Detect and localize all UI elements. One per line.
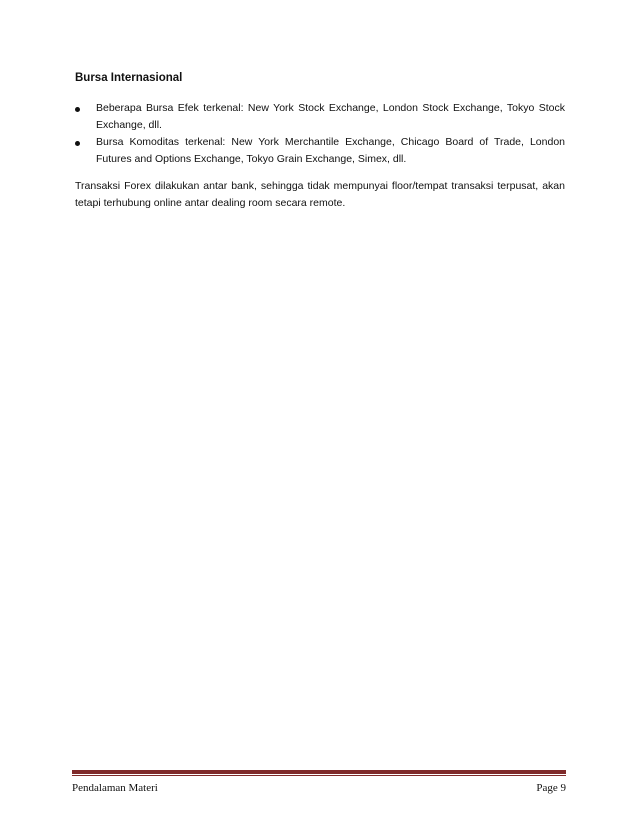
footer-divider-thin xyxy=(72,775,566,776)
section-heading: Bursa Internasional xyxy=(75,72,183,84)
page-number: Page 9 xyxy=(536,782,566,794)
bullet-list xyxy=(75,100,565,168)
footer-title: Pendalaman Materi xyxy=(72,782,158,794)
page-content xyxy=(75,70,565,212)
footer-divider xyxy=(72,770,566,774)
bullet-icon xyxy=(75,141,80,146)
list-item-text: Beberapa Bursa Efek terkenal: New York Stock Exchange, London Stock Exchange, Tokyo Stock Exchange, dll. xyxy=(96,102,565,131)
body-paragraph: Transaksi Forex dilakukan antar bank, sehingga tidak mempunyai floor/tempat transaksi terpusat, akan tetapi terhubung online antar dealing room secara remote. xyxy=(75,180,565,209)
page-footer xyxy=(72,782,566,794)
list-item xyxy=(75,100,565,134)
bullet-icon xyxy=(75,107,80,112)
list-item xyxy=(75,134,565,168)
list-item-text: Bursa Komoditas terkenal: New York Merchantile Exchange, Chicago Board of Trade, London Futures and Options Exchange, Tokyo Grain Exchange, Simex, dll. xyxy=(96,136,565,165)
